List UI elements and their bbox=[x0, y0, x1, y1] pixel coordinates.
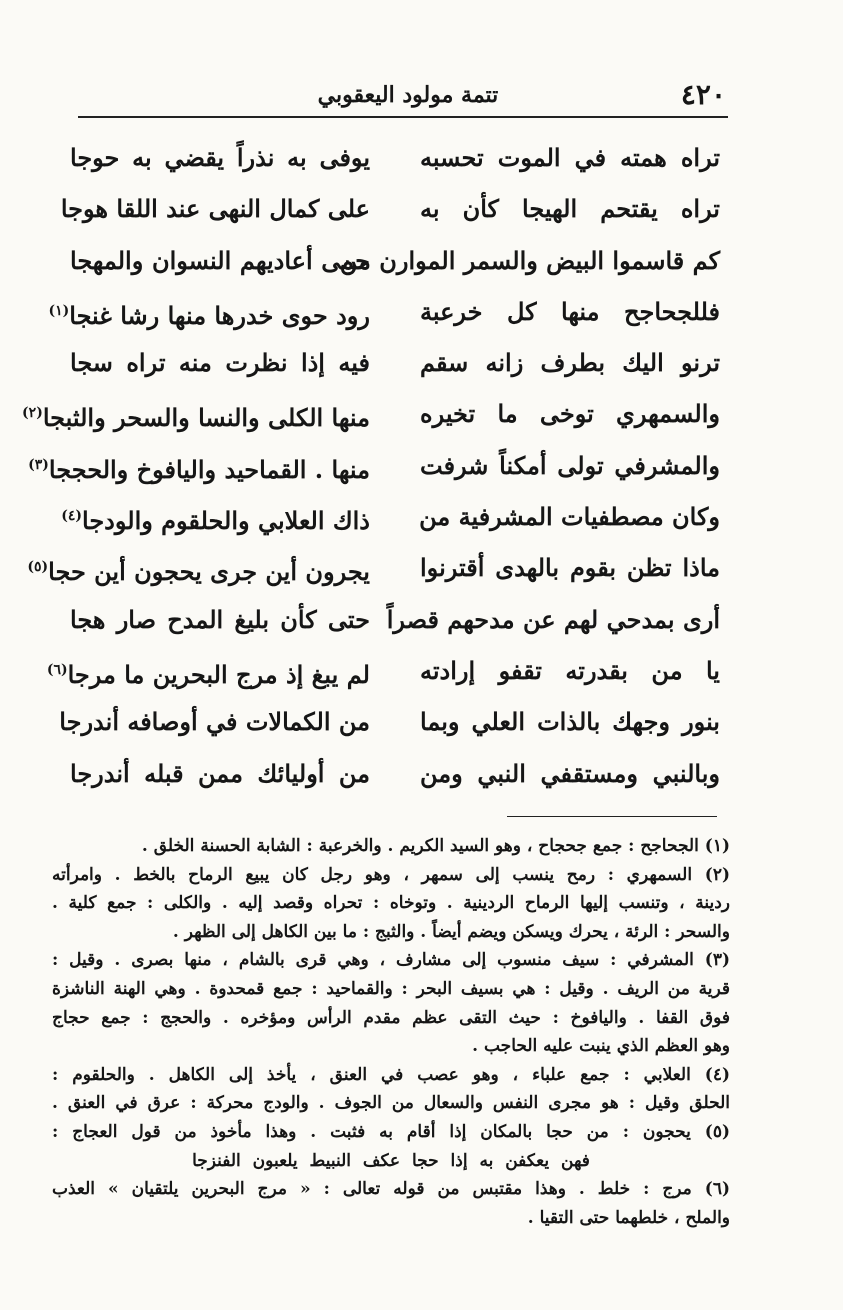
verse-line bbox=[70, 132, 720, 183]
verse-line bbox=[27, 542, 720, 593]
verse-second-hemistich bbox=[27, 542, 370, 597]
verse-line bbox=[70, 337, 720, 388]
verse-first-hemistich: ماذا تظن بقوم بالهدى أقترنوا bbox=[420, 553, 720, 583]
verse-line bbox=[70, 594, 720, 645]
verse-second-hemistich-text: ذاك العلابي والحلقوم والودجا bbox=[82, 506, 370, 536]
footnote-line: (٤) العلابي : جمع علباء ، وهو عصب في العنق ، يأخذ إلى الكاهل . والحلقوم : bbox=[52, 1064, 730, 1085]
page-header bbox=[90, 78, 726, 114]
verse-second-hemistich bbox=[61, 491, 370, 546]
verse-second-hemistich bbox=[59, 696, 370, 747]
verse-first-hemistich: فللجحاجح منها كل خرعبة bbox=[420, 296, 720, 326]
verse-line bbox=[48, 286, 720, 337]
verse-second-hemistich-text: لم يبغ إذ مرج البحرين ما مرجا bbox=[67, 659, 370, 689]
page-number: ٤٢٠ bbox=[680, 78, 726, 111]
verse-line bbox=[59, 696, 720, 747]
verse-second-hemistich-text: يجرون أين جرى يحجون أين حجا bbox=[48, 557, 370, 587]
verse-second-hemistich-text: منها . القماحيد واليافوخ والحججا bbox=[48, 454, 370, 484]
poem bbox=[22, 132, 720, 799]
footnote-marker: (١) bbox=[48, 302, 70, 319]
footnote-marker: (٤) bbox=[61, 508, 83, 525]
running-title: تتمة مولود اليعقوبي bbox=[317, 82, 499, 108]
verse-second-hemistich bbox=[60, 183, 370, 234]
footnote-line: الحلق وقيل : هو مجرى النفس والسعال من الجوف . والودج محركة : عرق في العنق . bbox=[52, 1093, 730, 1114]
verse-second-hemistich bbox=[70, 132, 370, 183]
verse-first-hemistich: تراه يقتحم الهيجا كأن به bbox=[420, 194, 720, 224]
footnote-separator bbox=[507, 816, 717, 817]
footnote-line: فهن يعكفن به إذا حجا عكف النبيط يلعبون الفنزجا bbox=[192, 1150, 590, 1171]
verse-line bbox=[61, 491, 720, 542]
footnote-marker: (٦) bbox=[46, 661, 68, 678]
verse-first-hemistich: وكان مصطفيات المشرفية من bbox=[419, 502, 720, 532]
footnote-line: فوق القفا . واليافوخ : حيث التقى عظم مقدم الرأس ومؤخره . والحجج : جمع حجاج bbox=[52, 1007, 730, 1028]
footnote-marker: (٢) bbox=[22, 405, 43, 422]
verse-second-hemistich-text: فيه إذا نظرت منه تراه سجا bbox=[70, 348, 370, 378]
verse-second-hemistich bbox=[70, 594, 370, 645]
verse-first-hemistich: أرى بمدحي لهم عن مدحهم قصراً bbox=[386, 604, 720, 634]
verse-second-hemistich-text: منها الكلى والنسا والسحر والثبجا bbox=[42, 403, 370, 433]
footnote-line: (١) الجحاجح : جمع جحجاح ، وهو السيد الكريم . والخرعبة : الشابة الحسنة الخلق . bbox=[141, 836, 730, 856]
verse-first-hemistich: تراه همته في الموت تحسبه bbox=[420, 143, 720, 172]
verse-second-hemistich-text: يوفى به نذراً يقضي به حوجا bbox=[70, 143, 370, 172]
footnote-marker: (٣) bbox=[28, 456, 49, 473]
footnote-line: (٥) يحجون : من حجا بالمكان إذا أقام به فثبت . وهذا مأخوذ من قول العجاج : bbox=[52, 1121, 730, 1142]
verse-first-hemistich: يا من بقدرته تقفو إرادته bbox=[420, 655, 720, 685]
verse-line bbox=[70, 235, 720, 286]
verse-first-hemistich: وبالنبي ومستقفي النبي ومن bbox=[420, 758, 720, 788]
footnote-line: (٢) السمهري : رمح ينسب إلى سمهر ، وهو رجل كان يبيع الرماح بالخط . وامرأته bbox=[52, 864, 730, 885]
footnote-line: (٣) المشرفي : سيف منسوب إلى مشارف ، وهي قرى بالشام ، منها بصرى . وقيل : bbox=[52, 950, 730, 971]
verse-first-hemistich: والمشرفي تولى أمكناً شرفت bbox=[420, 450, 720, 480]
footnote-marker: (٥) bbox=[27, 559, 49, 576]
verse-second-hemistich-text: من الكمالات في أوصافه أندرجا bbox=[59, 707, 370, 737]
verse-second-hemistich bbox=[70, 748, 370, 799]
verse-line bbox=[60, 183, 720, 234]
verse-first-hemistich: والسمهري توخى ما تخيره bbox=[420, 399, 720, 429]
footnote-line: والملح ، خلطهما حتى التقيا . bbox=[527, 1207, 730, 1228]
verse-second-hemistich bbox=[22, 388, 370, 443]
verse-line bbox=[28, 440, 720, 491]
verse-second-hemistich-text: على كمال النهى عند اللقا هوجا bbox=[60, 194, 370, 224]
footnotes bbox=[52, 832, 730, 1232]
verse-second-hemistich bbox=[70, 235, 370, 286]
header-rule bbox=[78, 116, 728, 118]
footnote-line: والسحر : الرئة ، يحرك ويسكن ويضم أيضاً . والثبج : ما بين الكاهل إلى الظهر . bbox=[172, 921, 730, 942]
verse-line bbox=[22, 388, 720, 439]
verse-second-hemistich-text: حمى أعاديهم النسوان والمهجا bbox=[70, 245, 370, 275]
footnote-line: ردينة ، وتنسب إليها الرماح الردينية . وتوخاه : تحراه وقصد إليه . والكلى : جمع كلية . bbox=[52, 893, 730, 914]
verse-second-hemistich bbox=[46, 645, 370, 700]
verse-line bbox=[70, 748, 720, 799]
verse-second-hemistich bbox=[48, 286, 370, 341]
verse-second-hemistich bbox=[70, 337, 370, 388]
verse-second-hemistich-text: رود حوى خدرها منها رشا غنجا bbox=[69, 300, 370, 330]
footnote-line: (٦) مرج : خلط . وهذا مقتبس من قوله تعالى : « مرج البحرين يلتقيان » العذب bbox=[52, 1179, 730, 1200]
footnote-line: وهو العظم الذي ينبت عليه الحاجب . bbox=[472, 1036, 730, 1057]
footnote-line: قرية من الريف . وقيل : هي بسيف البحر : والقماحيد : جمع قمحدوة . وهي الهنة الناشزة bbox=[52, 978, 730, 999]
verse-first-hemistich: ترنو اليك بطرف زانه سقم bbox=[420, 348, 720, 378]
verse-first-hemistich: بنور وجهك بالذات العلي وبما bbox=[420, 707, 720, 737]
verse-second-hemistich-text: من أوليائك ممن قبله أندرجا bbox=[70, 758, 370, 788]
verse-line bbox=[46, 645, 720, 696]
verse-first-hemistich: كم قاسموا البيض والسمر الموارن من bbox=[339, 245, 720, 275]
verse-second-hemistich-text: حتى كأن بليغ المدح صار هجا bbox=[70, 604, 370, 634]
verse-second-hemistich bbox=[28, 440, 370, 495]
